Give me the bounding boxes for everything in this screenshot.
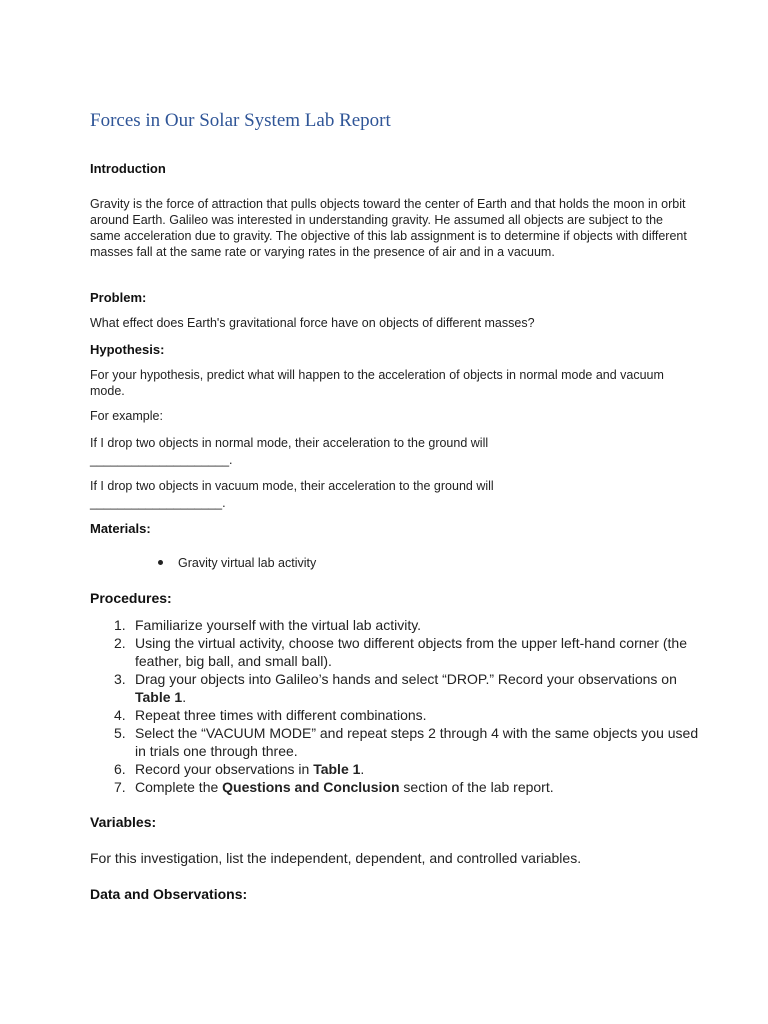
bullet-icon (158, 560, 163, 565)
materials-heading: Materials: (90, 521, 151, 536)
materials-item-label: Gravity virtual lab activity (178, 556, 317, 570)
example-normal-blank: ____________________. (90, 453, 233, 467)
introduction-heading: Introduction (90, 161, 166, 176)
example-label: For example: (90, 409, 163, 423)
procedure-step (90, 706, 710, 724)
step-number: 6. (114, 761, 126, 777)
step-text: Repeat three times with different combinations. (135, 707, 427, 723)
step-number: 4. (114, 707, 126, 723)
step-text: Record your observations in (135, 761, 314, 777)
step-text: Familiarize yourself with the virtual lab activity. (135, 617, 422, 633)
procedure-step (90, 760, 710, 778)
step-number: 1. (114, 617, 126, 633)
example-vacuum-blank: ___________________. (90, 496, 226, 510)
procedure-step (90, 724, 710, 760)
procedure-step (90, 778, 710, 796)
materials-list-item (158, 556, 316, 570)
problem-heading: Problem: (90, 290, 147, 305)
step-text: Complete the (135, 779, 223, 795)
variables-body: For this investigation, list the independent, dependent, and controlled variables. (90, 850, 582, 866)
step-number: 5. (114, 725, 126, 741)
step-text-end: section of the lab report. (399, 779, 554, 795)
step-number: 7. (114, 779, 126, 795)
hypothesis-heading: Hypothesis: (90, 342, 165, 357)
step-number: 3. (114, 671, 126, 687)
hypothesis-body: For your hypothesis, predict what will happen to the acceleration of objects in normal mode and vacuum mode. (90, 368, 664, 398)
procedure-step (90, 670, 710, 706)
problem-body: What effect does Earth's gravitational force have on objects of different masses? (90, 316, 535, 330)
procedures-heading: Procedures: (90, 590, 172, 606)
step-text: Select the “VACUUM MODE” and repeat steps 2 through 4 with the same objects you used in trials one through three. (135, 725, 699, 759)
step-text-end: . (360, 761, 365, 777)
procedures-list (90, 616, 710, 796)
step-text-end: . (182, 689, 187, 705)
step-text: Drag your objects into Galileo’s hands and select “DROP.” Record your observations on (135, 671, 677, 687)
procedure-step (90, 634, 710, 670)
step-number: 2. (114, 635, 126, 651)
document-title: Forces in Our Solar System Lab Report (90, 110, 391, 131)
step-bold-text: Table 1 (313, 761, 361, 777)
introduction-body: Gravity is the force of attraction that pulls objects toward the center of Earth and that holds the moon in orbit around Earth. Galileo was interested in understanding gravity. He assumed all objects are subject to the same acceleration due to gravity. The objective of this lab assignment is to determine if objects with different masses fall at the same rate or varying rates in the presence of air and in a vacuum. (90, 197, 687, 259)
data-observations-heading: Data and Observations: (90, 886, 248, 902)
example-vacuum-text: If I drop two objects in vacuum mode, their acceleration to the ground will (90, 479, 494, 493)
variables-heading: Variables: (90, 814, 157, 830)
procedure-step (90, 616, 710, 634)
example-normal-text: If I drop two objects in normal mode, their acceleration to the ground will (90, 436, 489, 450)
step-text: Using the virtual activity, choose two different objects from the upper left-hand corner (the feather, big ball, and small ball). (135, 635, 687, 669)
step-bold-text: Questions and Conclusion (222, 779, 400, 795)
step-bold-text: Table 1 (135, 689, 183, 705)
